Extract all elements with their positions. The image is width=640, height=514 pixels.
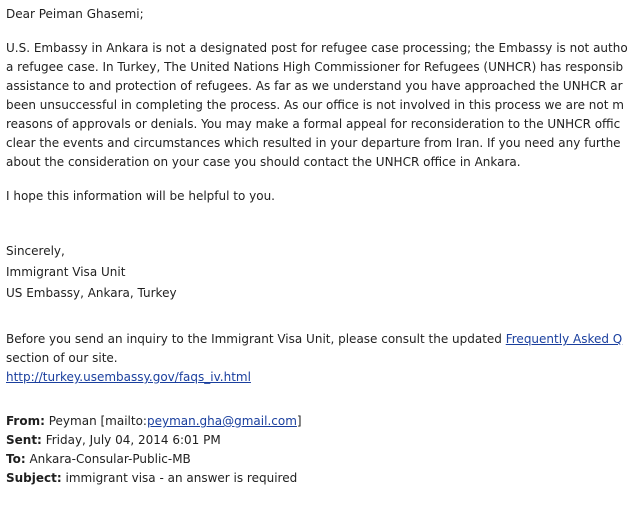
signature-closing: Sincerely,: [6, 244, 65, 258]
body-line: a refugee case. In Turkey, The United Nations High Commissioner for Refugees (UNHCR) has responsib: [6, 60, 624, 74]
from-row: [6, 413, 302, 429]
body-line: about the consideration on your case you should contact the UNHCR office in Ankara.: [6, 155, 521, 169]
subject-value: immigrant visa - an answer is required: [65, 471, 298, 485]
body-line: U.S. Embassy in Ankara is not a designated post for refugee case processing; the Embassy is not autho: [6, 41, 628, 55]
sent-label: Sent:: [6, 433, 42, 447]
sent-row: [6, 432, 221, 448]
body-line: clear the events and circumstances which resulted in your departure from Iran. If you need any furthe: [6, 136, 621, 150]
faq-section-text: section of our site.: [6, 351, 118, 365]
sent-value: Friday, July 04, 2014 6:01 PM: [45, 433, 221, 447]
to-row: [6, 451, 191, 467]
faq-text: Before you send an inquiry to the Immigrant Visa Unit, please consult the updated: [6, 332, 506, 346]
hope-line: I hope this information will be helpful to you.: [6, 189, 275, 203]
sender-email-link[interactable]: peyman.gha@gmail.com: [146, 414, 297, 428]
faq-url-link[interactable]: http://turkey.usembassy.gov/faqs_iv.html: [6, 370, 251, 384]
body-line: assistance to and protection of refugees. As far as we understand you have approached the UNHCR ar: [6, 79, 623, 93]
body-line: been unsuccessful in completing the process. As our office is not involved in this process we are not m: [6, 98, 624, 112]
from-name: Peyman [mailto:: [48, 414, 147, 428]
faq-link[interactable]: Frequently Asked Q: [505, 332, 623, 346]
to-value: Ankara-Consular-Public-MB: [29, 452, 191, 466]
from-label: From:: [6, 414, 45, 428]
to-label: To:: [6, 452, 26, 466]
signature-org: US Embassy, Ankara, Turkey: [6, 286, 177, 300]
subject-label: Subject:: [6, 471, 62, 485]
signature-unit: Immigrant Visa Unit: [6, 265, 126, 279]
body-line: reasons of approvals or denials. You may make a formal appeal for reconsideration to the UNHCR offic: [6, 117, 621, 131]
faq-line: [6, 331, 622, 347]
subject-row: [6, 470, 297, 486]
from-close: ]: [296, 414, 302, 428]
greeting: Dear Peiman Ghasemi;: [6, 7, 144, 21]
